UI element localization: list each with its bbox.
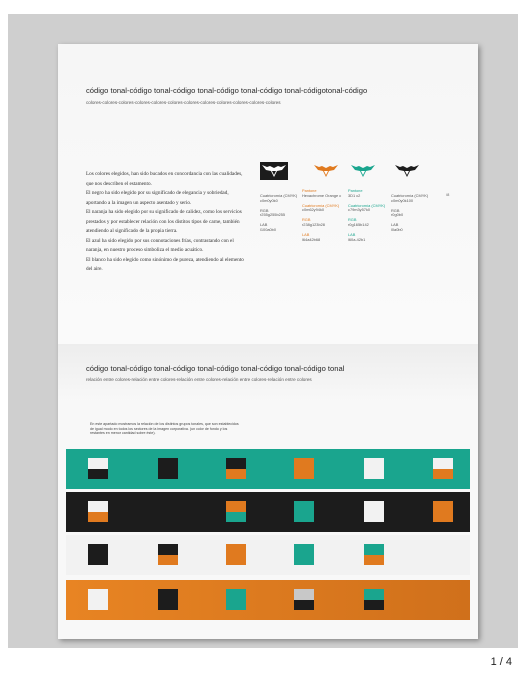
- description-paragraph: El naranja ha sido elegido por su significado de calidez, como los servicios prestados y por establecer relación con los distitos tipos de carne, también atendiendo al significado de la propia tierra.: [86, 209, 242, 234]
- swatch-half-orange: [433, 512, 453, 523]
- description-paragraph: El azul ha sido elegido por sus connotaciones frías, contrastando con el naranja, en nuestro proceso simboliza el medio acuático.: [86, 237, 234, 253]
- swatch-half-black: [158, 544, 178, 555]
- color-swatch: [158, 501, 178, 522]
- description-paragraph: El negro ha sido elegido por su significado de elegancia y sobriedad, aportando a la imagen un aspecto asentado y serio.: [86, 190, 229, 206]
- bull-head-icon-black: [393, 162, 421, 180]
- swatch-half-white: [88, 589, 108, 600]
- color-swatch: [226, 501, 246, 522]
- swatch-half-black: [158, 458, 178, 469]
- swatch-half-orange: [158, 555, 178, 566]
- cmyk-value: c0m0y0k100: [391, 197, 414, 203]
- page-subtitle: colores-colores-colores-colores-colores-colores-colores-colores-colores-colores-colores-colores: [86, 100, 281, 105]
- cmyk-label: Cuatricromía (CMYK): [260, 193, 298, 198]
- cmyk-value: c0m62y94k0: [302, 207, 325, 213]
- color-spec-column: [391, 189, 435, 233]
- color-spec-column: [348, 189, 392, 242]
- rgb-value: r255g255b255: [260, 212, 286, 218]
- color-swatch: [88, 458, 108, 479]
- swatch-half-black: [158, 469, 178, 480]
- swatch-half-black: [88, 544, 108, 555]
- swatch-half-black: [88, 469, 108, 480]
- swatch-half-teal: [226, 512, 246, 523]
- swatch-half-white: [88, 458, 108, 469]
- cmyk-value: c79m3y57k0: [348, 207, 371, 213]
- swatch-half-teal: [294, 512, 314, 523]
- rgb-value: r0g165b142: [348, 221, 369, 227]
- swatch-half-black: [158, 600, 178, 611]
- swatch-half-teal: [226, 600, 246, 611]
- swatch-half-orange: [226, 544, 246, 555]
- page-title: código tonal-código tonal-código tonal-código tonal-código tonal-códigotonal-código: [86, 86, 368, 95]
- color-swatch: [294, 458, 314, 479]
- swatch-half-orange: [88, 512, 108, 523]
- page-indicator: 1 / 4: [490, 656, 512, 668]
- swatch-half-white: [364, 501, 384, 512]
- swatch-half-white: [364, 512, 384, 523]
- color-band-teal: [66, 449, 470, 489]
- color-swatch: [294, 589, 314, 610]
- bull-head-icon-black-tile: [260, 162, 288, 180]
- lab-label: LAB: [348, 231, 356, 237]
- color-band-white: [66, 535, 470, 575]
- color-swatch: [364, 501, 384, 522]
- swatch-half-black: [158, 512, 178, 523]
- swatch-half-orange: [294, 469, 314, 480]
- swatch-half-black: [158, 501, 178, 512]
- color-swatch: [226, 544, 246, 565]
- swatch-half-orange: [226, 469, 246, 480]
- color-swatch: [226, 458, 246, 479]
- color-swatch: [294, 544, 314, 565]
- section-title: código tonal-código tonal-código tonal-código tonal-código tonal-código tonal: [86, 364, 345, 373]
- color-swatch: [364, 458, 384, 479]
- swatch-half-black: [226, 458, 246, 469]
- swatch-half-orange: [294, 458, 314, 469]
- rgb-value: r0g0b0: [391, 212, 404, 218]
- swatch-half-white: [88, 600, 108, 611]
- color-band-orange: [66, 580, 470, 620]
- cmyk-label: Cuatricromía (CMYK): [348, 202, 386, 208]
- relation-note: En este apartado mostramos la relación de los distintos grupos tonales, que son establecidos de igual modo en todos los sectores de la imagen corporativa. (un color de fondo y los restantes en menor cantidad sobre éste).: [90, 422, 239, 436]
- rgb-value: r238g123b28: [302, 221, 325, 227]
- lab-value: l100a0b0: [260, 226, 277, 232]
- swatch-half-black: [88, 555, 108, 566]
- rgb-label: RGB: [391, 207, 400, 213]
- swatch-half-white: [433, 458, 453, 469]
- lab-value: l0a0b0: [391, 226, 403, 232]
- lab-label: LAB: [260, 222, 268, 228]
- swatch-half-orange: [364, 555, 384, 566]
- cmyk-value: c0m0y0k0: [260, 197, 278, 203]
- color-spec-column: [302, 189, 346, 242]
- lab-label: LAB: [302, 231, 310, 237]
- color-name: Pantone: [302, 188, 317, 193]
- document-page: [58, 44, 478, 639]
- swatch-half-black: [158, 589, 178, 600]
- color-swatch: [88, 501, 108, 522]
- bull-head-icon-orange: [312, 162, 340, 180]
- rgb-label: RGB: [302, 217, 311, 223]
- color-band-black: [66, 492, 470, 532]
- color-description-text: [86, 170, 250, 275]
- lab-label: LAB: [391, 222, 399, 228]
- swatch-half-white: [364, 458, 384, 469]
- swatch-half-teal: [294, 501, 314, 512]
- cmyk-label: Cuatricromía (CMYK): [302, 202, 340, 208]
- color-swatch: [364, 589, 384, 610]
- color-spec-column: [260, 189, 304, 233]
- swatch-half-grey: [294, 589, 314, 600]
- color-swatch: [158, 589, 178, 610]
- swatch-half-orange: [433, 501, 453, 512]
- description-paragraph: Los colores elegidos, han sido bucados en concordancia con las cualidades, que nos describen el estamento.: [86, 171, 243, 187]
- swatch-half-teal: [364, 589, 384, 600]
- lab-value: l64a42b68: [302, 236, 321, 242]
- rgb-label: RGB: [348, 217, 357, 223]
- swatch-half-orange: [226, 501, 246, 512]
- swatch-half-orange: [226, 555, 246, 566]
- color-swatch: [226, 589, 246, 610]
- color-swatch: [294, 501, 314, 522]
- color-swatch: [364, 544, 384, 565]
- swatch-half-teal: [294, 555, 314, 566]
- color-swatch: [433, 458, 453, 479]
- color-swatch: [88, 544, 108, 565]
- lab-value: l60a-42b1: [348, 236, 366, 242]
- section-subtitle: relación entre colores-relación entre colores-relación entre colores-relación entre colores-relación entre colores: [86, 377, 312, 382]
- color-swatch: [433, 501, 453, 522]
- swatch-half-white: [364, 469, 384, 480]
- swatch-half-teal: [294, 544, 314, 555]
- top-spread: [58, 44, 478, 344]
- swatch-half-black: [364, 600, 384, 611]
- color-swatch: [158, 458, 178, 479]
- swatch-half-teal: [226, 589, 246, 600]
- rgb-label: RGB: [260, 207, 269, 213]
- swatch-half-white: [88, 501, 108, 512]
- swatch-half-orange: [433, 469, 453, 480]
- page-mark: /8: [446, 192, 450, 197]
- swatch-half-black: [294, 600, 314, 611]
- color-name-detail: Hexachrome Orange c: [302, 192, 342, 198]
- swatch-half-teal: [364, 544, 384, 555]
- color-name: Pantone: [348, 188, 363, 193]
- document-viewer: [8, 14, 518, 648]
- cmyk-label: Cuatricromía (CMYK): [391, 193, 429, 198]
- color-name-detail: 3D1 c2: [348, 192, 361, 198]
- color-swatch: [158, 544, 178, 565]
- color-swatch: [88, 589, 108, 610]
- bull-head-icon-teal: [349, 162, 377, 180]
- description-paragraph: El blanco ha sido elegido como sinónimo de pureza, atendiendo al elemento del aire.: [86, 256, 244, 272]
